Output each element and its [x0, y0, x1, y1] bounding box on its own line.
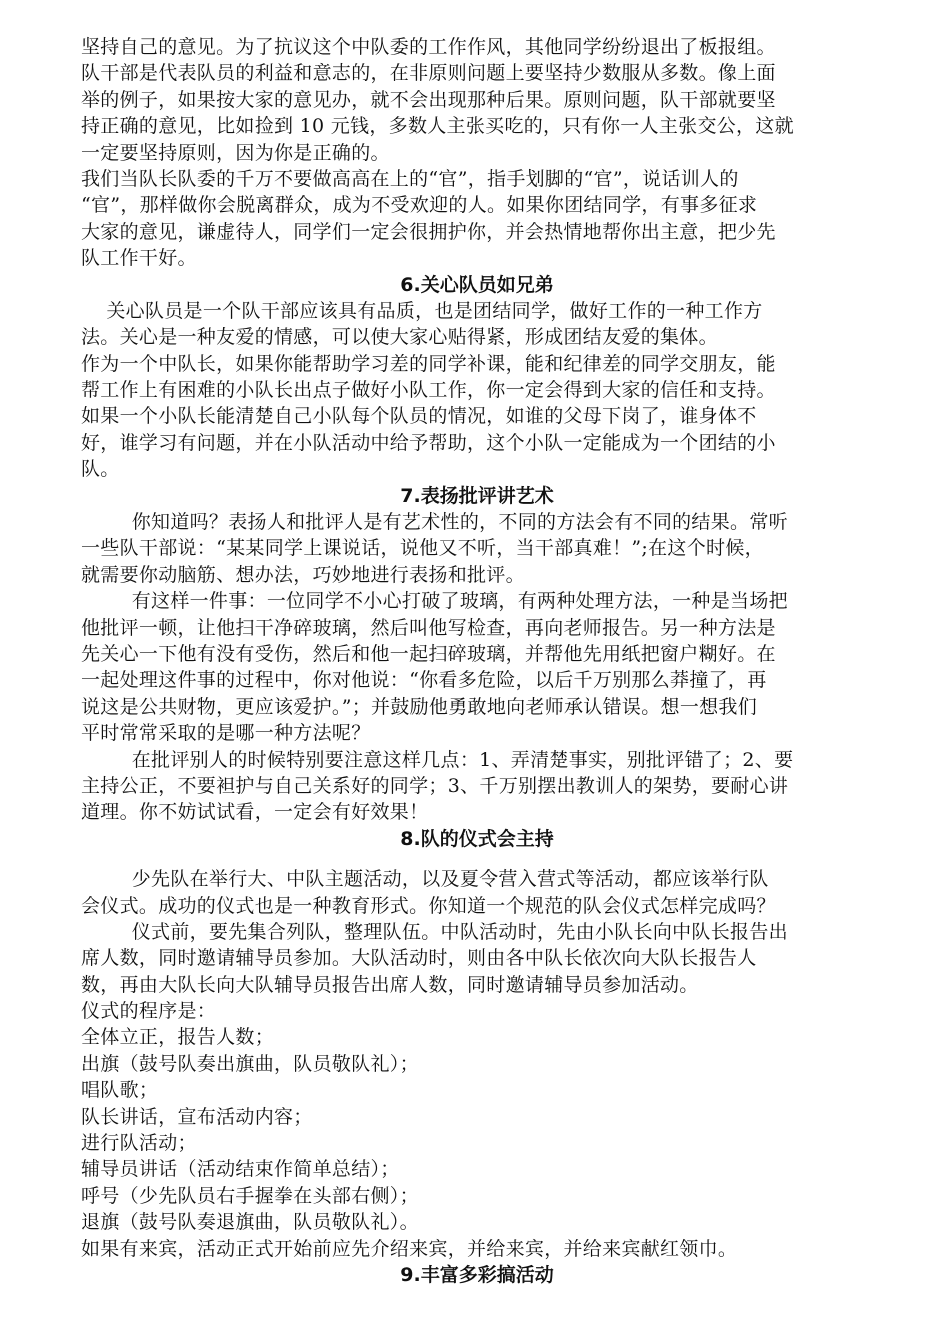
- text-line: 一定要坚持原则，因为你是正确的。: [81, 141, 390, 164]
- text-line: 关心队员是一个队干部应该具有品质，也是团结同学，做好工作的一种工作方: [81, 299, 763, 322]
- text-line: 如果有来宾，活动正式开始前应先介绍来宾，并给来宾，并给来宾献红领巾。: [81, 1237, 738, 1260]
- text-line: 辅导员讲话（活动结束作简单总结）；: [81, 1158, 400, 1181]
- text-line: 法。关心是一种友爱的情感，可以使大家心贴得紧，形成团结友爱的集体。: [81, 326, 718, 349]
- text-line: 在批评别人的时候特别要注意这样几点：1、弄清楚事实，别批评错了；2、要: [81, 748, 794, 771]
- text-line: 席人数，同时邀请辅导员参加。大队活动时，则由各中队长依次向大队长报告人: [81, 947, 757, 970]
- text-line: 唱队歌；: [81, 1079, 159, 1102]
- section-heading: 7.表扬批评讲艺术: [400, 484, 554, 507]
- section-heading: 9.丰富多彩搞活动: [400, 1263, 554, 1286]
- text-line: 一起处理这件事的过程中，你对他说：“你看多危险，以后千万别那么莽撞了，再: [81, 669, 767, 692]
- text-line: 全体立正，报告人数；: [81, 1026, 275, 1049]
- text-line: 仪式的程序是：: [81, 1000, 217, 1023]
- section-heading: 6.关心队员如兄弟: [400, 273, 554, 296]
- text-line: 进行队活动；: [81, 1132, 197, 1155]
- text-line: 少先队在举行大、中队主题活动，以及夏令营入营式等活动，都应该举行队: [81, 868, 769, 891]
- text-line: 先关心一下他有没有受伤，然后和他一起扫碎玻璃，并帮他先用纸把窗户糊好。在: [81, 642, 776, 665]
- text-line: 会仪式。成功的仪式也是一种教育形式。你知道一个规范的队会仪式怎样完成吗？: [81, 894, 776, 917]
- text-line: 数，再由大队长向大队辅导员报告出席人数，同时邀请辅导员参加活动。: [81, 973, 699, 996]
- text-line: 一些队干部说：“某某同学上课说话，说他又不听，当干部真难！”;在这个时候，: [81, 537, 764, 560]
- text-line: 平时常常采取的是哪一种方法呢？: [81, 722, 371, 745]
- text-line: 我们当队长队委的千万不要做高高在上的“官”，指手划脚的“官”，说话训人的: [81, 167, 739, 190]
- text-line: 呼号（少先队员右手握拳在头部右侧）；: [81, 1184, 419, 1207]
- text-line: 作为一个中队长，如果你能帮助学习差的同学补课，能和纪律差的同学交朋友，能: [81, 352, 776, 375]
- text-line: 队。: [81, 458, 120, 481]
- text-line: 如果一个小队长能清楚自己小队每个队员的情况，如谁的父母下岗了，谁身体不: [81, 405, 757, 428]
- paragraph: [81, 509, 873, 826]
- text-line: 主持公正，不要袒护与自己关系好的同学；3、千万别摆出教训人的架势，要耐心讲: [81, 774, 789, 797]
- text-line: 道理。你不妨试试看，一定会有好效果！: [81, 801, 429, 824]
- text-line: 坚持自己的意见。为了抗议这个中队委的工作作风，其他同学纷纷退出了板报组。: [81, 36, 776, 58]
- text-line: 就需要你动脑筋、想办法，巧妙地进行表扬和批评。: [81, 563, 525, 586]
- text-line: 仪式前，要先集合列队，整理队伍。中队活动时，先由小队长向中队长报告出: [81, 920, 788, 943]
- text-line: 退旗（鼓号队奏退旗曲，队员敬队礼）。: [81, 1211, 419, 1234]
- paragraph-spacer: [81, 852, 873, 866]
- text-line: 队干部是代表队员的利益和意志的，在非原则问题上要坚持少数服从多数。像上面: [81, 62, 776, 85]
- text-line: 你知道吗？表扬人和批评人是有艺术性的，不同的方法会有不同的结果。常听: [81, 511, 788, 534]
- text-line: 举的例子，如果按大家的意见办，就不会出现那种后果。原则问题，队干部就要坚: [81, 88, 776, 111]
- text-line: 队工作干好。: [81, 247, 197, 270]
- text-line: 说这是公共财物，更应该爱护。”；并鼓励他勇敢地向老师承认错误。想一想我们: [81, 695, 758, 718]
- text-line: 有这样一件事：一位同学不小心打破了玻璃，有两种处理方法，一种是当场把: [81, 590, 788, 613]
- text-line: 队长讲话，宣布活动内容；: [81, 1105, 313, 1128]
- text-line: 出旗（鼓号队奏出旗曲，队员敬队礼）；: [81, 1052, 419, 1075]
- text-line: 持正确的意见，比如捡到 10 元钱，多数人主张买吃的，只有你一人主张交公，这就: [81, 115, 794, 138]
- text-line: “官”，那样做你会脱离群众，成为不受欢迎的人。如果你团结同学，有事多征求: [81, 194, 758, 217]
- section-heading: 8.队的仪式会主持: [400, 827, 554, 850]
- document-page: [81, 34, 873, 1288]
- text-line: 他批评一顿，让他扫干净碎玻璃，然后叫他写检查，再向老师报告。另一种方法是: [81, 616, 776, 639]
- text-line: 好，谁学习有问题，并在小队活动中给予帮助，这个小队一定能成为一个团结的小: [81, 431, 776, 454]
- text-line: 大家的意见，谦虚待人，同学们一定会很拥护你，并会热情地帮你出主意，把少先: [81, 220, 776, 243]
- paragraph: [81, 866, 873, 1262]
- paragraph: [81, 34, 873, 272]
- text-line: 帮工作上有困难的小队长出点子做好小队工作，你一定会得到大家的信任和支持。: [81, 379, 776, 402]
- paragraph: [81, 298, 873, 483]
